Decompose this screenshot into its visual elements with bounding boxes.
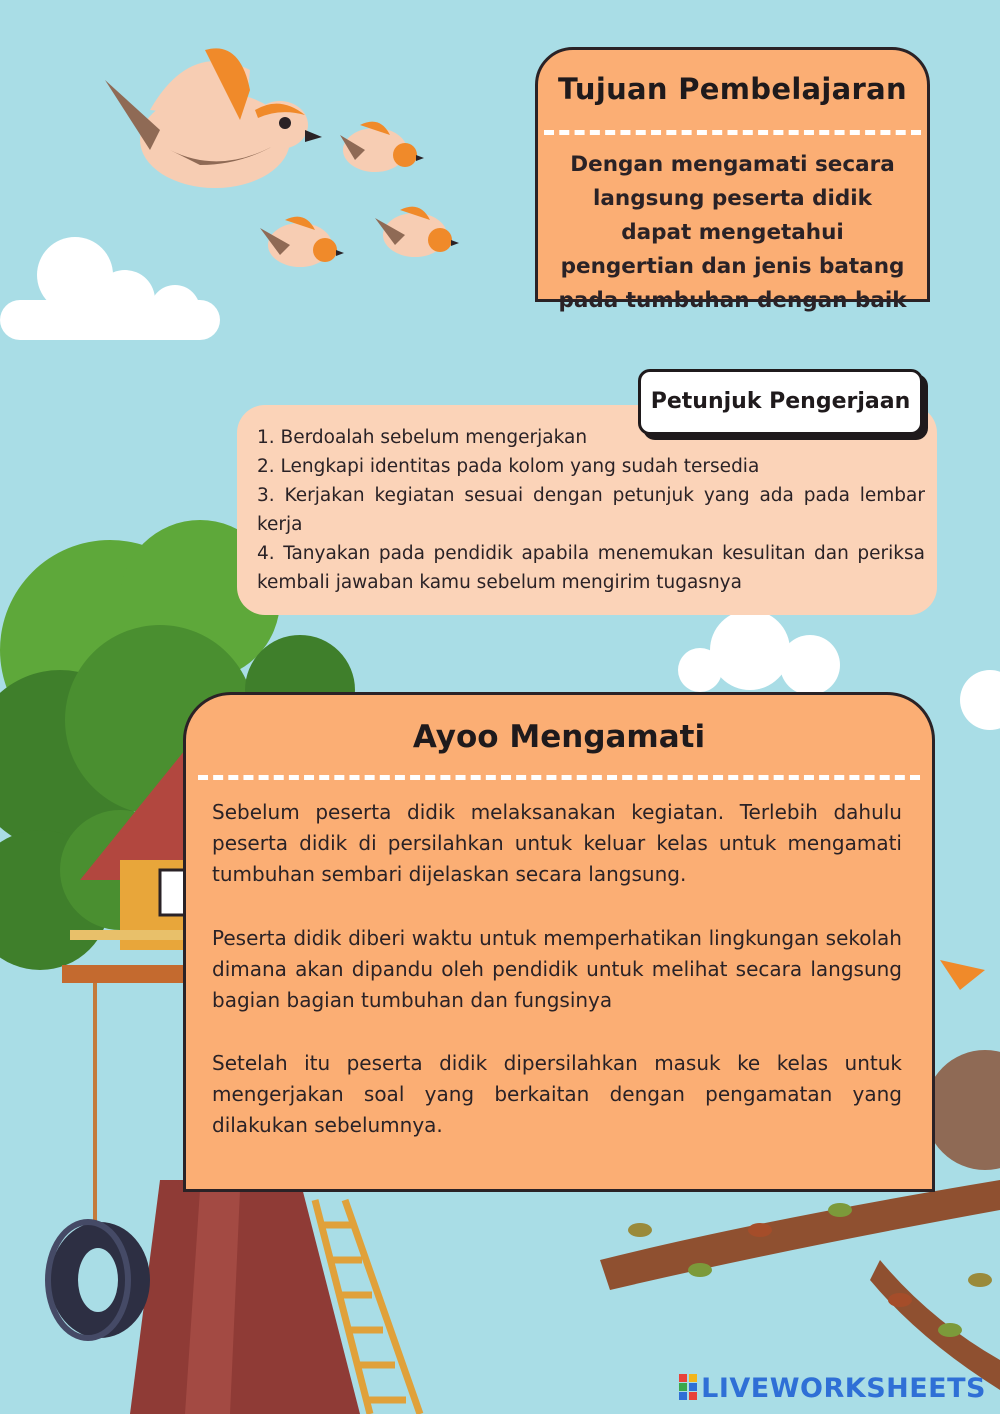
bird-small-3 bbox=[375, 207, 459, 257]
observation-paragraph: Setelah itu peserta didik dipersilahkan masuk ke kelas untuk mengerjakan soal yang berkaitan dengan pengamatan yang dilakukan sebelumnya. bbox=[212, 1051, 902, 1137]
bird-right bbox=[925, 960, 1000, 1170]
instructions-tab-label: Petunjuk Pengerjaan bbox=[638, 369, 923, 435]
observation-card bbox=[183, 692, 935, 1192]
instruction-item: 3. Kerjakan kegiatan sesuai dengan petunjuk yang ada pada lembar kerja bbox=[257, 485, 925, 535]
bird-small-2 bbox=[260, 217, 344, 267]
tire-swing bbox=[48, 1222, 150, 1338]
observation-paragraph: Peserta didik diberi waktu untuk memperhatikan lingkungan sekolah dimana akan dipandu oleh pendidik untuk melihat secara langsung bagian bagian tumbuhan dan fungsinya bbox=[212, 926, 902, 1012]
observation-paragraph: Sebelum peserta didik melaksanakan kegiatan. Terlebih dahulu peserta didik di persilahkan untuk keluar kelas untuk mengamati tumbuhan sembari dijelaskan secara langsung. bbox=[212, 800, 902, 886]
instructions-list bbox=[257, 423, 925, 597]
observation-title: Ayoo Mengamati bbox=[412, 719, 706, 755]
liveworksheets-logo-icon bbox=[679, 1374, 697, 1400]
instruction-item: 2. Lengkapi identitas pada kolom yang sudah tersedia bbox=[257, 456, 760, 477]
tree-trunk bbox=[130, 1180, 360, 1414]
instructions-card bbox=[237, 405, 937, 615]
learning-objective-title: Tujuan Pembelajaran bbox=[558, 72, 907, 106]
dashed-divider bbox=[544, 130, 921, 135]
cloud-left bbox=[0, 237, 220, 340]
dashed-divider bbox=[198, 775, 920, 780]
liveworksheets-text: LIVEWORKSHEETS bbox=[701, 1373, 986, 1404]
instruction-item: 1. Berdoalah sebelum mengerjakan bbox=[257, 427, 588, 448]
instruction-item: 4. Tanyakan pada pendidik apabila menemukan kesulitan dan periksa kembali jawaban kamu sebelum mengirim tugasnya bbox=[257, 543, 925, 593]
liveworksheets-logo[interactable] bbox=[679, 1373, 986, 1404]
bird-small-1 bbox=[340, 122, 424, 172]
branch-right bbox=[600, 1180, 1000, 1390]
learning-objective-card bbox=[535, 47, 930, 313]
learning-objective-text: Dengan mengamati secara langsung peserta didik dapat mengetahui pengertian dan jenis batang pada tumbuhan dengan baik bbox=[558, 152, 907, 313]
bird-large bbox=[105, 48, 322, 188]
